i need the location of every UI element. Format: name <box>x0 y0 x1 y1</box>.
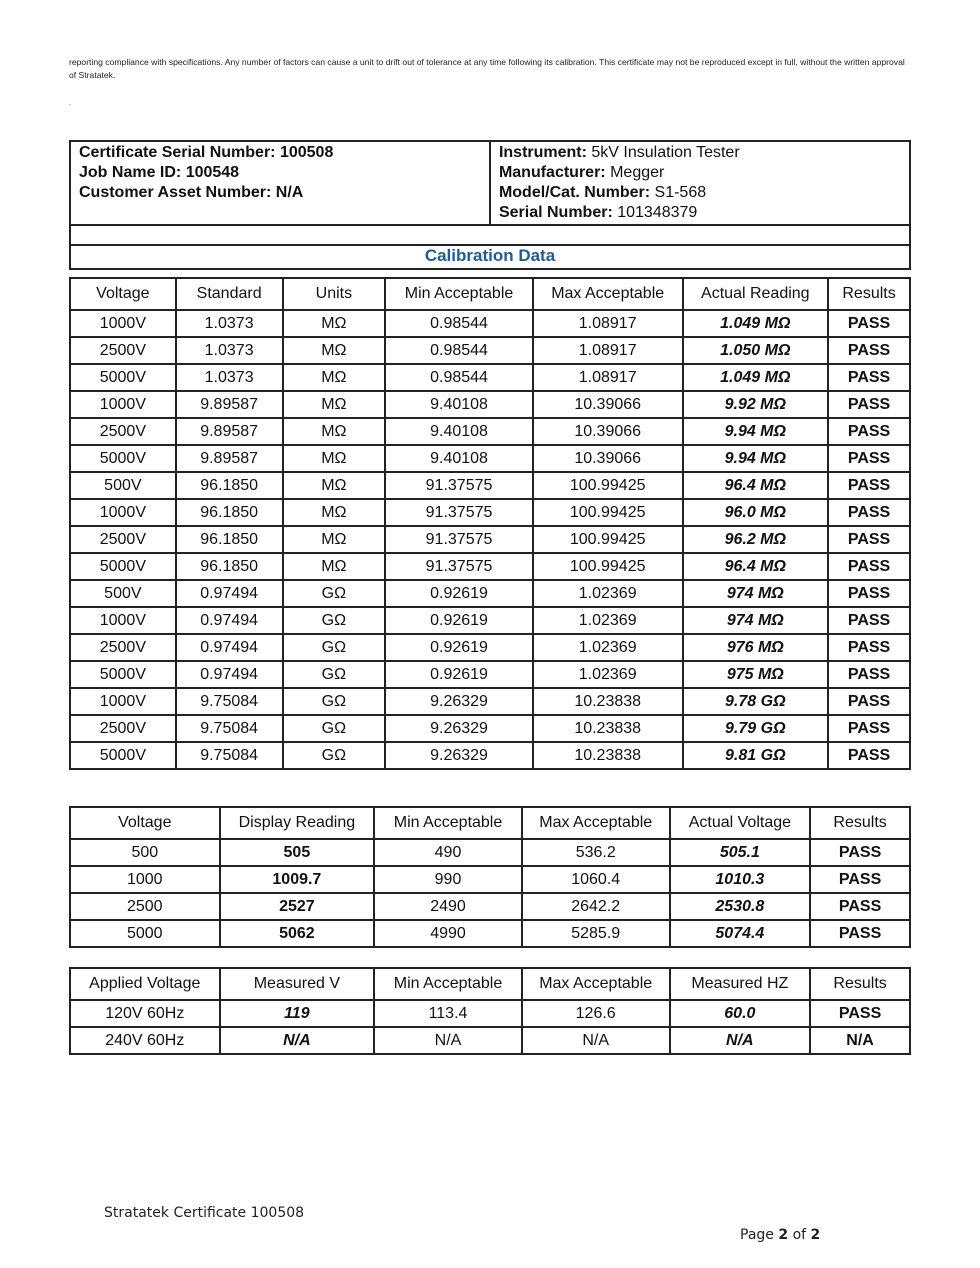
manufacturer-label: Manufacturer: <box>498 164 606 181</box>
calibration-cell: PASS <box>828 472 910 499</box>
calibration-row <box>70 526 910 553</box>
calibration-cell: PASS <box>828 526 910 553</box>
calibration-cell: 1000V <box>70 391 176 418</box>
calibration-cell: 976 MΩ <box>683 634 829 661</box>
applied-header-cell: Measured V <box>220 968 375 1000</box>
calibration-cell: 5000V <box>70 742 176 769</box>
display-row <box>70 893 910 920</box>
display-row <box>70 866 910 893</box>
calibration-cell: 9.81 GΩ <box>683 742 829 769</box>
header-right-cell <box>490 141 910 225</box>
calibration-cell: 500V <box>70 580 176 607</box>
display-cell: 1010.3 <box>670 866 811 893</box>
calibration-cell: PASS <box>828 445 910 472</box>
calibration-cell: MΩ <box>283 526 386 553</box>
manufacturer-line <box>499 163 901 183</box>
calibration-cell: 96.1850 <box>176 472 283 499</box>
display-cell: 4990 <box>374 920 522 947</box>
calibration-cell: GΩ <box>283 715 386 742</box>
calibration-cell: 975 MΩ <box>683 661 829 688</box>
calibration-cell: PASS <box>828 391 910 418</box>
calibration-cell: MΩ <box>283 310 386 337</box>
serial-value: 101348379 <box>617 204 698 221</box>
calibration-cell: 9.40108 <box>385 445 533 472</box>
display-cell: 505.1 <box>670 839 811 866</box>
display-cell: 990 <box>374 866 522 893</box>
applied-voltage-table <box>69 967 911 1055</box>
calibration-cell: 10.39066 <box>533 391 683 418</box>
calibration-cell: 1.02369 <box>533 580 683 607</box>
calibration-row <box>70 607 910 634</box>
calibration-cell: 9.75084 <box>176 742 283 769</box>
calibration-cell: MΩ <box>283 337 386 364</box>
applied-header-cell: Results <box>810 968 910 1000</box>
display-cell: PASS <box>810 866 910 893</box>
display-cell: 1000 <box>70 866 220 893</box>
applied-cell: 240V 60Hz <box>70 1027 220 1054</box>
job-name-id: Job Name ID: 100548 <box>79 164 240 181</box>
calibration-cell: 1000V <box>70 310 176 337</box>
calibration-cell: 100.99425 <box>533 553 683 580</box>
applied-header-cell: Min Acceptable <box>374 968 522 1000</box>
header-blank-row <box>70 225 910 245</box>
display-row <box>70 839 910 866</box>
display-header-cell: Max Acceptable <box>522 807 670 839</box>
calibration-cell: 1.050 MΩ <box>683 337 829 364</box>
calibration-cell: PASS <box>828 310 910 337</box>
calibration-cell: GΩ <box>283 607 386 634</box>
calibration-cell: 10.23838 <box>533 715 683 742</box>
calibration-row <box>70 742 910 769</box>
calibration-row <box>70 634 910 661</box>
calibration-cell: 9.75084 <box>176 715 283 742</box>
display-header-row <box>70 807 910 839</box>
calibration-cell: 9.26329 <box>385 742 533 769</box>
calibration-cell: GΩ <box>283 580 386 607</box>
calibration-cell: PASS <box>828 580 910 607</box>
calibration-body <box>70 310 910 769</box>
calibration-cell: 9.40108 <box>385 418 533 445</box>
calibration-cell: 91.37575 <box>385 526 533 553</box>
applied-cell: PASS <box>810 1000 910 1027</box>
calibration-cell: 96.4 MΩ <box>683 553 829 580</box>
calibration-cell: 0.97494 <box>176 661 283 688</box>
applied-header-cell: Applied Voltage <box>70 968 220 1000</box>
applied-cell: 120V 60Hz <box>70 1000 220 1027</box>
calibration-cell: 1.02369 <box>533 661 683 688</box>
instrument-label: Instrument: <box>498 144 587 161</box>
calibration-cell: PASS <box>828 607 910 634</box>
applied-row <box>70 1027 910 1054</box>
calibration-cell: 5000V <box>70 661 176 688</box>
calibration-header-cell: Standard <box>176 278 283 310</box>
calibration-cell: MΩ <box>283 445 386 472</box>
applied-cell: N/A <box>810 1027 910 1054</box>
calibration-row <box>70 580 910 607</box>
calibration-row <box>70 688 910 715</box>
calibration-cell: 5000V <box>70 364 176 391</box>
calibration-cell: 1000V <box>70 499 176 526</box>
calibration-cell: GΩ <box>283 688 386 715</box>
applied-body <box>70 1000 910 1054</box>
calibration-cell: MΩ <box>283 418 386 445</box>
header-left-cell <box>70 141 490 225</box>
calibration-cell: 9.89587 <box>176 445 283 472</box>
applied-cell: N/A <box>670 1027 811 1054</box>
calibration-cell: 1.08917 <box>533 310 683 337</box>
calibration-cell: 974 MΩ <box>683 607 829 634</box>
customer-asset-number: Customer Asset Number: N/A <box>79 184 304 201</box>
calibration-cell: 0.92619 <box>385 661 533 688</box>
display-cell: 5062 <box>220 920 375 947</box>
calibration-row <box>70 472 910 499</box>
calibration-cell: 0.98544 <box>385 337 533 364</box>
calibration-cell: 10.39066 <box>533 445 683 472</box>
calibration-cell: 2500V <box>70 337 176 364</box>
calibration-row <box>70 499 910 526</box>
applied-cell: 119 <box>220 1000 375 1027</box>
calibration-cell: MΩ <box>283 472 386 499</box>
page-of: of <box>792 1227 807 1243</box>
display-body <box>70 839 910 947</box>
calibration-cell: 9.89587 <box>176 391 283 418</box>
calibration-cell: 1.0373 <box>176 310 283 337</box>
model-label: Model/Cat. Number: <box>498 184 651 201</box>
applied-header-cell: Max Acceptable <box>522 968 670 1000</box>
calibration-cell: 9.94 MΩ <box>683 418 829 445</box>
display-cell: PASS <box>810 893 910 920</box>
footer-page-number <box>740 1227 820 1243</box>
calibration-cell: 96.1850 <box>176 553 283 580</box>
calibration-cell: 9.89587 <box>176 418 283 445</box>
calibration-cell: PASS <box>828 418 910 445</box>
calibration-header-cell: Max Acceptable <box>533 278 683 310</box>
calibration-cell: MΩ <box>283 364 386 391</box>
applied-cell: 113.4 <box>374 1000 522 1027</box>
calibration-cell: 500V <box>70 472 176 499</box>
calibration-cell: PASS <box>828 715 910 742</box>
calibration-data-table <box>69 277 911 770</box>
calibration-header-cell: Results <box>828 278 910 310</box>
calibration-cell: PASS <box>828 661 910 688</box>
calibration-cell: PASS <box>828 364 910 391</box>
display-cell: PASS <box>810 920 910 947</box>
calibration-cell: 0.98544 <box>385 364 533 391</box>
calibration-cell: 9.75084 <box>176 688 283 715</box>
calibration-cell: PASS <box>828 553 910 580</box>
calibration-row <box>70 553 910 580</box>
applied-header-cell: Measured HZ <box>670 968 811 1000</box>
calibration-row <box>70 445 910 472</box>
calibration-cell: 2500V <box>70 418 176 445</box>
disclaimer-text: reporting compliance with specifications. Any number of factors can cause a unit to drift out of tolerance at any time following its calibration. This certificate may not be reproduced except in full, without the written approval of Stratatek. <box>69 57 905 80</box>
calibration-cell: 96.2 MΩ <box>683 526 829 553</box>
display-cell: 2530.8 <box>670 893 811 920</box>
display-cell: 2527 <box>220 893 375 920</box>
stray-dot: . <box>69 98 72 107</box>
header-info-row <box>70 141 910 225</box>
instrument-line <box>499 143 901 163</box>
model-value: S1-568 <box>654 184 707 201</box>
calibration-cell: GΩ <box>283 742 386 769</box>
serial-line <box>499 203 901 223</box>
display-cell: 505 <box>220 839 375 866</box>
calibration-cell: 10.23838 <box>533 688 683 715</box>
calibration-cell: 100.99425 <box>533 526 683 553</box>
calibration-cell: 91.37575 <box>385 553 533 580</box>
page-current: 2 <box>778 1227 789 1243</box>
display-cell: 536.2 <box>522 839 670 866</box>
page-total: 2 <box>810 1227 821 1243</box>
calibration-row <box>70 418 910 445</box>
calibration-cell: MΩ <box>283 553 386 580</box>
calibration-cell: 1000V <box>70 607 176 634</box>
page-prefix: Page <box>740 1227 774 1243</box>
calibration-cell: 91.37575 <box>385 472 533 499</box>
display-cell: PASS <box>810 839 910 866</box>
applied-cell: N/A <box>374 1027 522 1054</box>
applied-cell: 126.6 <box>522 1000 670 1027</box>
certificate-serial-number: Certificate Serial Number: 100508 <box>79 144 334 161</box>
calibration-row <box>70 715 910 742</box>
calibration-cell: 96.0 MΩ <box>683 499 829 526</box>
model-line <box>499 183 901 203</box>
calibration-header-row <box>70 278 910 310</box>
calibration-cell: 9.94 MΩ <box>683 445 829 472</box>
calibration-cell: 0.92619 <box>385 607 533 634</box>
calibration-cell: 5000V <box>70 553 176 580</box>
calibration-header-cell: Actual Reading <box>683 278 829 310</box>
calibration-cell: 9.92 MΩ <box>683 391 829 418</box>
calibration-row <box>70 661 910 688</box>
calibration-cell: 9.78 GΩ <box>683 688 829 715</box>
calibration-cell: 91.37575 <box>385 499 533 526</box>
display-header-cell: Min Acceptable <box>374 807 522 839</box>
display-cell: 5074.4 <box>670 920 811 947</box>
calibration-header-cell: Units <box>283 278 386 310</box>
calibration-cell: 1.0373 <box>176 364 283 391</box>
display-cell: 2642.2 <box>522 893 670 920</box>
display-cell: 2490 <box>374 893 522 920</box>
calibration-cell: 1.02369 <box>533 634 683 661</box>
calibration-cell: 1.049 MΩ <box>683 364 829 391</box>
calibration-cell: 974 MΩ <box>683 580 829 607</box>
applied-header-row <box>70 968 910 1000</box>
calibration-data-title: Calibration Data <box>70 245 910 269</box>
calibration-row <box>70 364 910 391</box>
manufacturer-value: Megger <box>610 164 665 181</box>
calibration-cell: 0.92619 <box>385 634 533 661</box>
calibration-cell: 96.1850 <box>176 526 283 553</box>
calibration-cell: 9.40108 <box>385 391 533 418</box>
calibration-cell: 9.26329 <box>385 715 533 742</box>
calibration-cell: PASS <box>828 742 910 769</box>
calibration-cell: PASS <box>828 337 910 364</box>
calibration-cell: MΩ <box>283 499 386 526</box>
calibration-cell: 0.92619 <box>385 580 533 607</box>
calibration-cell: 10.39066 <box>533 418 683 445</box>
calibration-cell: 9.79 GΩ <box>683 715 829 742</box>
certificate-header-table <box>69 140 911 270</box>
calibration-cell: 100.99425 <box>533 499 683 526</box>
calibration-cell: PASS <box>828 499 910 526</box>
calibration-cell: 5000V <box>70 445 176 472</box>
calibration-cell: PASS <box>828 688 910 715</box>
display-cell: 1009.7 <box>220 866 375 893</box>
calibration-cell: GΩ <box>283 634 386 661</box>
display-cell: 490 <box>374 839 522 866</box>
display-header-cell: Results <box>810 807 910 839</box>
calibration-cell: 1.0373 <box>176 337 283 364</box>
applied-row <box>70 1000 910 1027</box>
calibration-row <box>70 310 910 337</box>
display-header-cell: Voltage <box>70 807 220 839</box>
display-reading-table <box>69 806 911 948</box>
calibration-cell: 1.049 MΩ <box>683 310 829 337</box>
display-cell: 1060.4 <box>522 866 670 893</box>
display-row <box>70 920 910 947</box>
calibration-cell: 1.08917 <box>533 337 683 364</box>
display-cell: 5000 <box>70 920 220 947</box>
applied-cell: N/A <box>522 1027 670 1054</box>
calibration-cell: 0.98544 <box>385 310 533 337</box>
calibration-row <box>70 391 910 418</box>
display-cell: 5285.9 <box>522 920 670 947</box>
calibration-cell: 100.99425 <box>533 472 683 499</box>
applied-cell: N/A <box>220 1027 375 1054</box>
calibration-cell: 1.02369 <box>533 607 683 634</box>
calibration-cell: 2500V <box>70 715 176 742</box>
calibration-cell: PASS <box>828 634 910 661</box>
calibration-cell: 96.1850 <box>176 499 283 526</box>
calibration-cell: 9.26329 <box>385 688 533 715</box>
calibration-cell: 0.97494 <box>176 634 283 661</box>
calibration-header-cell: Voltage <box>70 278 176 310</box>
calibration-cell: 1000V <box>70 688 176 715</box>
calibration-cell: 10.23838 <box>533 742 683 769</box>
calibration-cell: MΩ <box>283 391 386 418</box>
calibration-cell: 2500V <box>70 526 176 553</box>
instrument-value: 5kV Insulation Tester <box>591 144 740 161</box>
calibration-cell: 1.08917 <box>533 364 683 391</box>
calibration-title-row <box>70 245 910 269</box>
calibration-header-cell: Min Acceptable <box>385 278 533 310</box>
calibration-cell: 2500V <box>70 634 176 661</box>
display-header-cell: Display Reading <box>220 807 375 839</box>
display-header-cell: Actual Voltage <box>670 807 811 839</box>
calibration-row <box>70 337 910 364</box>
applied-cell: 60.0 <box>670 1000 811 1027</box>
calibration-cell: 0.97494 <box>176 580 283 607</box>
calibration-cell: 96.4 MΩ <box>683 472 829 499</box>
calibration-cell: GΩ <box>283 661 386 688</box>
display-cell: 500 <box>70 839 220 866</box>
footer-certificate: Stratatek Certificate 100508 <box>104 1205 305 1221</box>
display-cell: 2500 <box>70 893 220 920</box>
serial-label: Serial Number: <box>498 204 613 221</box>
calibration-cell: 0.97494 <box>176 607 283 634</box>
